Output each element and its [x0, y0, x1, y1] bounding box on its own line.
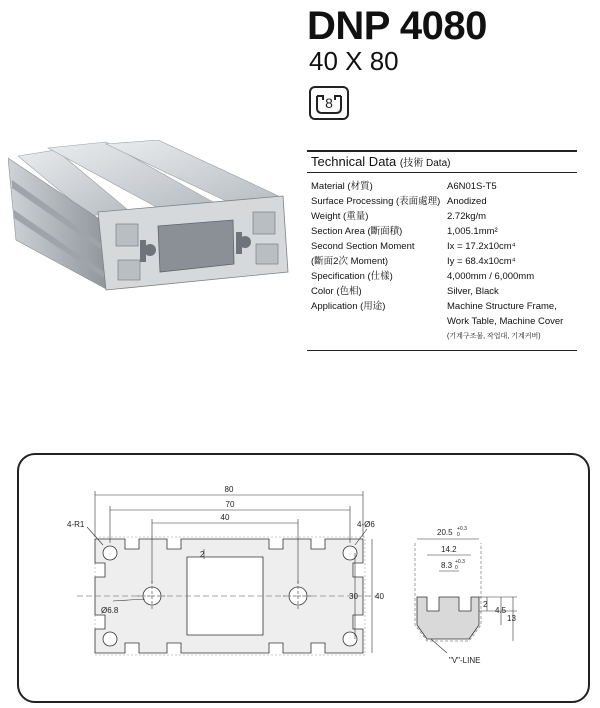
tech-row-value: Ix = 17.2x10cm⁴ — [447, 241, 516, 252]
dim-8-3-tol: +0.3 — [455, 559, 465, 565]
dim-40-height: 40 — [375, 592, 384, 601]
product-subtitle: 40 X 80 — [309, 46, 399, 76]
tech-row-value: Machine Structure Frame, — [447, 301, 557, 312]
technical-data-heading — [307, 150, 577, 173]
tech-row-key: Surface Processing (表面處理) — [311, 196, 441, 207]
tech-row-key: Specification (仕樣) — [311, 271, 393, 282]
dim-v-line: "V"-LINE — [449, 656, 481, 665]
dim-4-5: 4.5 — [495, 606, 507, 615]
technical-data-divider — [307, 350, 577, 351]
dim-70: 70 — [225, 500, 235, 509]
dim-20-5-tol0: 0 — [457, 532, 460, 538]
tech-row-value: A6N01S-T5 — [447, 181, 497, 192]
slot-size-badge-icon — [309, 86, 349, 120]
product-title: DNP 4080 — [307, 4, 487, 48]
tech-row — [311, 329, 577, 344]
tech-row-key: Application (用途) — [311, 301, 386, 312]
dim-13: 13 — [507, 614, 516, 623]
tech-row-value: Iy = 68.4x10cm⁴ — [447, 256, 516, 267]
tech-row-key: Color (色相) — [311, 286, 362, 297]
dim-8-3: 8.3 — [441, 561, 453, 570]
slot-badge-number: 8 — [325, 95, 333, 111]
technical-data-rows — [307, 173, 577, 344]
tech-row-value: Silver, Black — [447, 286, 499, 297]
slot-detail — [415, 539, 517, 653]
tech-row-value: Work Table, Machine Cover — [447, 316, 564, 327]
dim-20-5: 20.5 — [437, 528, 453, 537]
tech-row — [311, 254, 577, 269]
dim-8-3-tol0: 0 — [455, 565, 458, 571]
tech-row-value: Anodized — [447, 196, 487, 207]
dim-4-hole: 4-Ø6 — [357, 520, 375, 529]
dim-slot-2: 2 — [483, 600, 488, 609]
dim-30: 30 — [349, 592, 358, 601]
tech-row-key: (斷面2次 Moment) — [311, 256, 389, 267]
tech-row — [311, 269, 577, 284]
tech-row — [311, 299, 577, 314]
tech-row-value: 2.72kg/m — [447, 211, 487, 222]
tech-row-value: 1,005.1mm² — [447, 226, 498, 237]
dim-14-2: 14.2 — [441, 545, 457, 554]
tech-row — [311, 314, 577, 329]
dim-80: 80 — [224, 485, 234, 494]
tech-row-key: Section Area (斷面積) — [311, 226, 403, 237]
dim-40: 40 — [220, 513, 230, 522]
tech-row — [311, 194, 577, 209]
technical-data-heading-cjk: (技術 Data) — [399, 158, 451, 169]
technical-data-table — [307, 150, 577, 351]
tech-row-key: Weight (重量) — [311, 211, 369, 222]
tech-row — [311, 239, 577, 254]
tech-row-key — [311, 314, 447, 329]
tech-row — [311, 179, 577, 194]
tech-row-value: (기계구조물, 작업대, 기계커버) — [447, 333, 541, 340]
dim-2: 2 — [200, 550, 205, 559]
tech-row-key — [311, 329, 447, 344]
tech-row-value: 4,000mm / 6,000mm — [447, 271, 535, 282]
dim-d68: Ø6.8 — [101, 606, 119, 615]
tech-row — [311, 284, 577, 299]
profile-3d-render — [8, 140, 298, 300]
dimension-drawing — [17, 453, 590, 703]
profile-cross-section — [77, 537, 377, 655]
tech-row-key: Second Section Moment — [311, 241, 415, 252]
tech-row — [311, 209, 577, 224]
tech-row — [311, 224, 577, 239]
dim-20-5-tol: +0.3 — [457, 526, 467, 532]
dim-4-r1: 4-R1 — [67, 520, 85, 529]
tech-row-key: Material (材質) — [311, 181, 373, 192]
technical-data-heading-label: Technical Data — [311, 154, 397, 169]
